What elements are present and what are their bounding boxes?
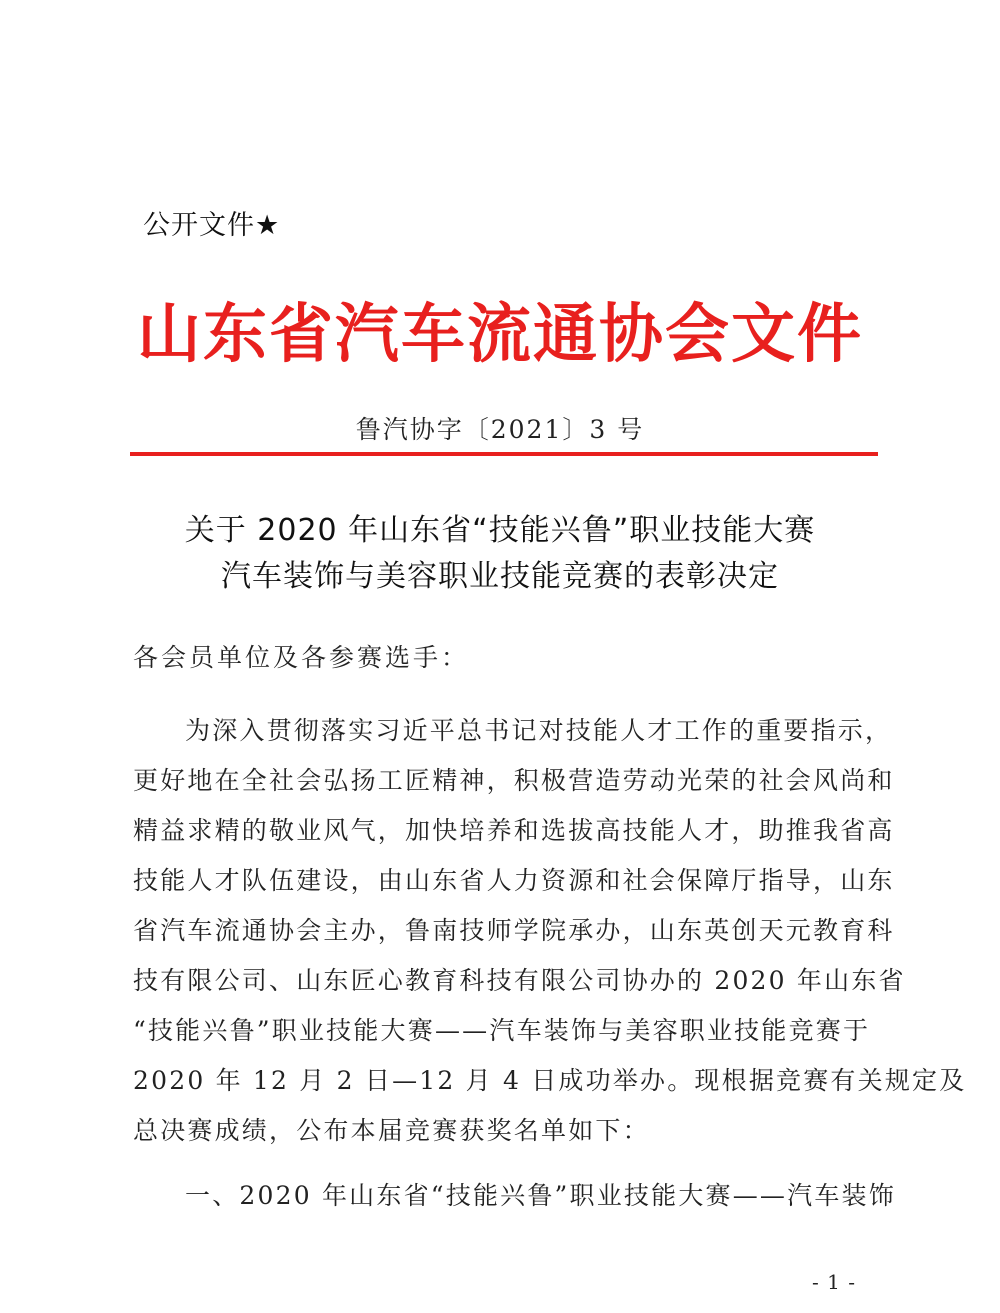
body-line: “技能兴鲁”职业技能大赛——汽车装饰与美容职业技能竞赛于 — [133, 1016, 871, 1045]
body-line: 2020 年 12 月 2 日—12 月 4 日成功举办。现根据竞赛有关规定及 — [133, 1066, 967, 1095]
public-document-mark: 公开文件★ — [143, 210, 281, 241]
page-number: - 1 - — [812, 1270, 856, 1294]
body-line: 技有限公司、山东匠心教育科技有限公司协办的 2020 年山东省 — [133, 966, 906, 995]
red-separator-line — [130, 452, 878, 456]
document-title — [0, 508, 1000, 600]
body-line: 技能人才队伍建设，由山东省人力资源和社会保障厅指导，山东 — [133, 866, 895, 895]
body-line: 更好地在全社会弘扬工匠精神，积极营造劳动光荣的社会风尚和 — [133, 766, 895, 795]
body-line: 为深入贯彻落实习近平总书记对技能人才工作的重要指示， — [185, 716, 893, 745]
document-number: 鲁汽协字〔2021〕3 号 — [355, 415, 645, 444]
body-line: 精益求精的敬业风气，加快培养和选拔高技能人才，助推我省高 — [133, 816, 895, 845]
salutation: 各会员单位及各参赛选手： — [133, 643, 470, 672]
section-heading — [133, 1176, 896, 1212]
document-title-line-2: 汽车装饰与美容职业技能竞赛的表彰决定 — [221, 559, 779, 594]
organization-title: 山东省汽车流通协会文件 — [137, 298, 863, 372]
document-title-line-1: 关于 2020 年山东省“技能兴鲁”职业技能大赛 — [184, 513, 816, 548]
body-line: 省汽车流通协会主办，鲁南技师学院承办，山东英创天元教育科 — [133, 916, 895, 945]
body-line: 总决赛成绩，公布本届竞赛获奖名单如下： — [133, 1116, 650, 1145]
body-paragraph — [133, 706, 967, 1156]
section-heading-text: 一、2020 年山东省“技能兴鲁”职业技能大赛——汽车装饰 — [185, 1181, 896, 1210]
